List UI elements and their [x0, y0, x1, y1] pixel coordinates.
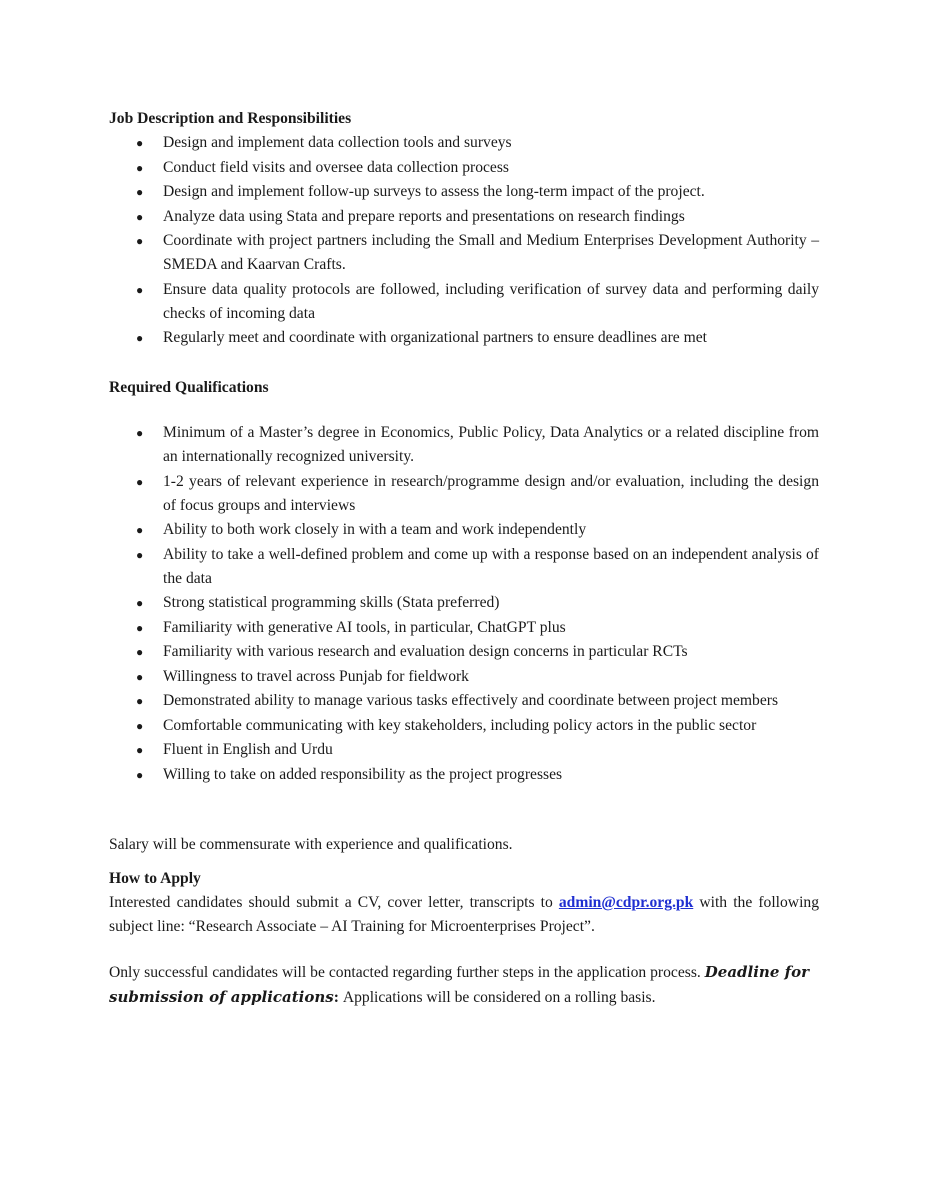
apply-heading: How to Apply: [109, 870, 201, 887]
apply-intro: Interested candidates should submit a CV, cover letter, transcripts to: [109, 894, 559, 911]
list-item: ● 1-2 years of relevant experience in research/programme design and/or evaluation, including the design of focus groups and interviews: [109, 470, 819, 518]
list-item: ● Fluent in English and Urdu: [109, 738, 819, 762]
list-item: ● Regularly meet and coordinate with organizational partners to ensure deadlines are met: [109, 326, 819, 350]
list-item: ● Willing to take on added responsibility as the project progresses: [109, 763, 819, 787]
job-section: [109, 107, 819, 351]
apply-paragraph: [109, 891, 819, 939]
list-item: ● Willingness to travel across Punjab for fieldwork: [109, 665, 819, 689]
qualifications-heading: Required Qualifications: [109, 379, 269, 396]
list-item: ● Ability to take a well-defined problem and come up with a response based on an independent analysis of the data: [109, 543, 819, 591]
job-list: [109, 131, 819, 350]
qualifications-list: [109, 421, 819, 787]
list-item: ● Demonstrated ability to manage various tasks effectively and coordinate between project members: [109, 689, 819, 713]
closing-section: [109, 960, 809, 1010]
list-item: ● Minimum of a Master’s degree in Economics, Public Policy, Data Analytics or a related discipline from an internationally recognized university.: [109, 421, 819, 469]
list-item: ● Ability to both work closely in with a team and work independently: [109, 518, 819, 542]
list-item: ● Comfortable communicating with key stakeholders, including policy actors in the public sector: [109, 714, 819, 738]
closing-text: Only successful candidates will be contacted regarding further steps in the application process.: [109, 964, 705, 981]
list-item: ● Strong statistical programming skills (Stata preferred): [109, 591, 819, 615]
closing-paragraph: [109, 960, 809, 1010]
list-item: ● Design and implement data collection tools and surveys: [109, 131, 819, 155]
deadline-label: Deadline for submission of applications: [109, 963, 810, 1006]
rolling-basis-text: Applications will be considered on a rolling basis.: [342, 989, 656, 1006]
salary-text: Salary will be commensurate with experience and qualifications.: [109, 836, 513, 853]
list-item: ● Ensure data quality protocols are followed, including verification of survey data and performing daily checks of incoming data: [109, 278, 819, 326]
list-item: ● Conduct field visits and oversee data collection process: [109, 156, 819, 180]
deadline-separator: :: [333, 989, 343, 1006]
list-item: ● Coordinate with project partners including the Small and Medium Enterprises Development Authority – SMEDA and Kaarvan Crafts.: [109, 229, 819, 277]
list-item: ● Design and implement follow-up surveys to assess the long-term impact of the project.: [109, 180, 819, 204]
email-link[interactable]: admin@cdpr.org.pk: [558, 894, 694, 911]
qualifications-section: [109, 421, 819, 787]
salary-block: [109, 833, 819, 857]
apply-outro: with the following subject line: “Research Associate – AI Training for Microenterprises Project”.: [109, 894, 819, 935]
list-item: ● Analyze data using Stata and prepare reports and presentations on research findings: [109, 205, 819, 229]
qualifications-heading-block: [109, 376, 819, 400]
list-item: ● Familiarity with various research and evaluation design concerns in particular RCTs: [109, 640, 819, 664]
job-heading: Job Description and Responsibilities: [109, 110, 352, 127]
apply-section: [109, 867, 819, 939]
list-item: ● Familiarity with generative AI tools, in particular, ChatGPT plus: [109, 616, 819, 640]
